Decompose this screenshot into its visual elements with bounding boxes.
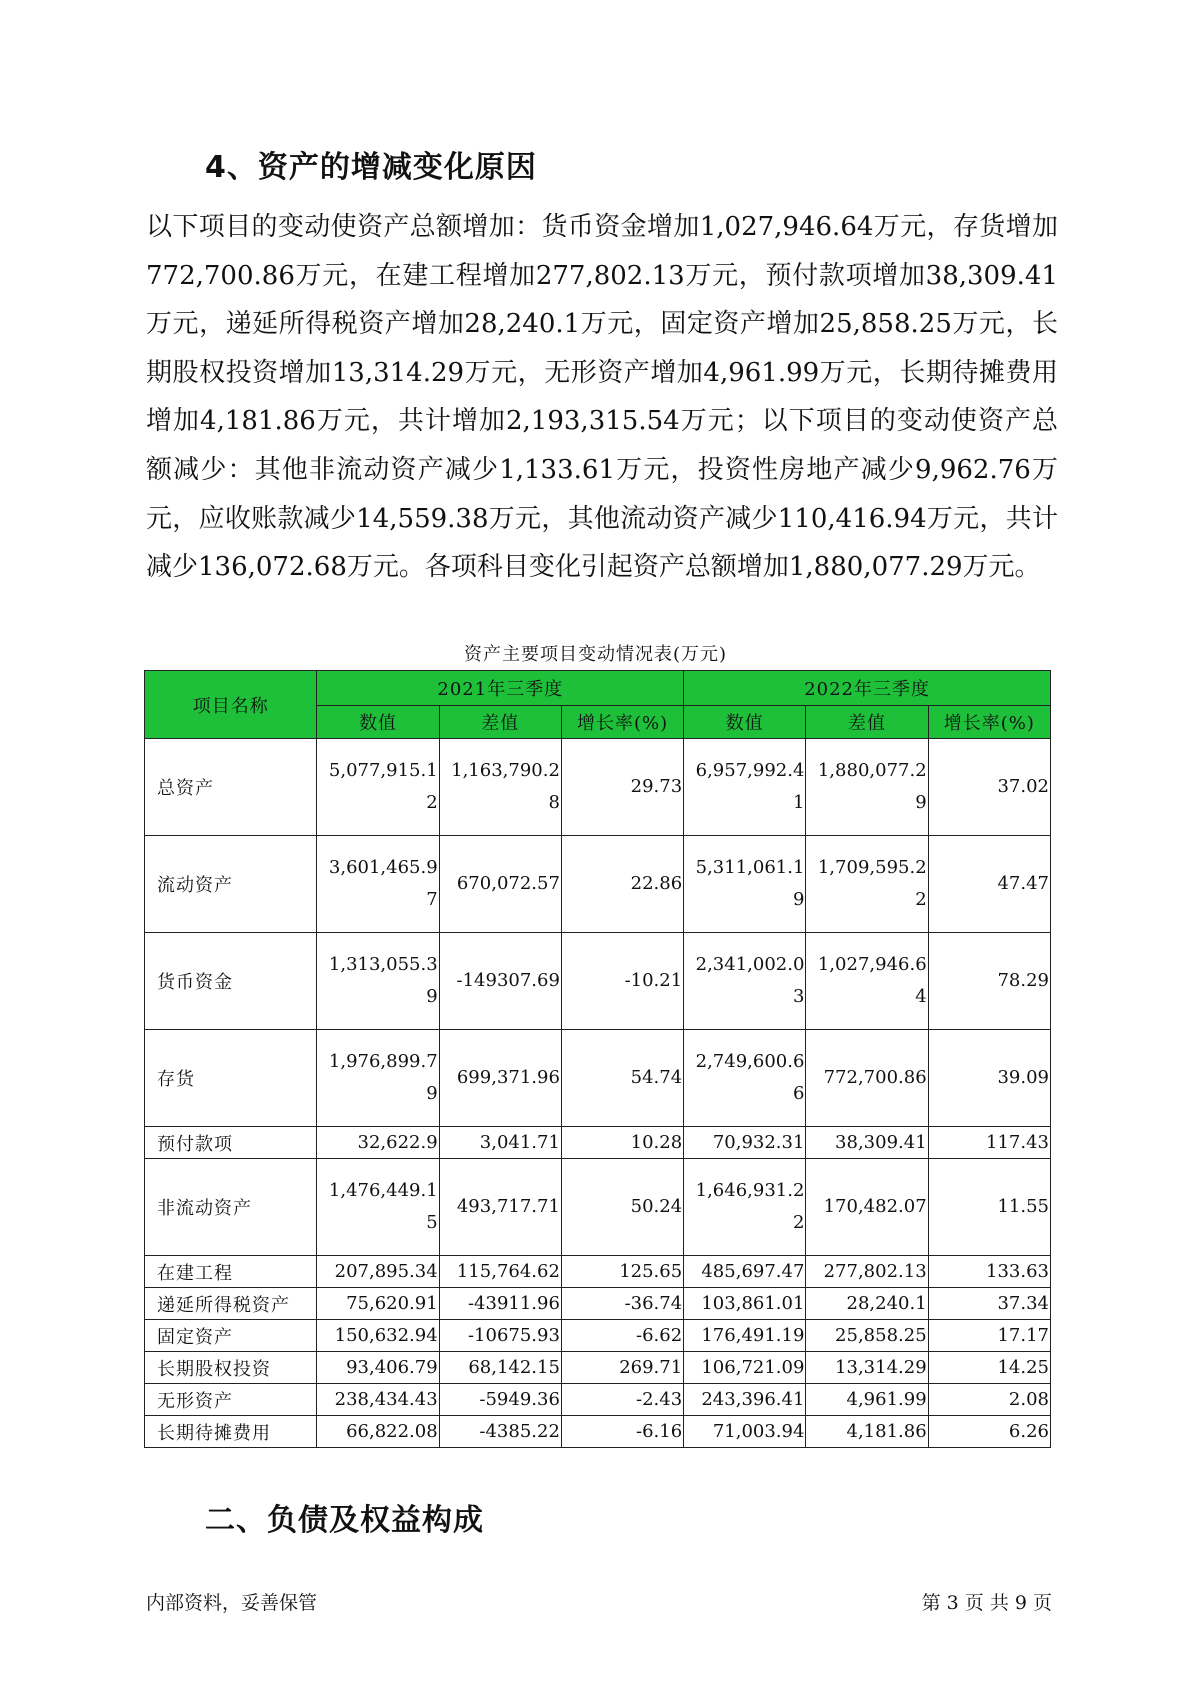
cell-value-2022: 176,491.19 bbox=[684, 1320, 806, 1352]
cell-rate-2021: -6.62 bbox=[561, 1320, 683, 1352]
cell-diff-2021: -4385.22 bbox=[439, 1416, 561, 1448]
cell-diff-2022 bbox=[806, 1159, 928, 1256]
cell-diff-2021: -43911.96 bbox=[439, 1288, 561, 1320]
cell-text: -149307.69 bbox=[456, 970, 560, 991]
cell-text: 1,476,449.15 bbox=[328, 1180, 438, 1233]
cell-value-2021: 150,632.94 bbox=[317, 1320, 439, 1352]
table-row bbox=[145, 739, 1051, 836]
body-paragraph: 以下项目的变动使资产总额增加：货币资金增加1,027,946.64万元，存货增加772,700.86万元，在建工程增加277,802.13万元，预付款项增加38,309.41万元，递延所得税资产增加28,240.1万元，固定资产增加25,858.25万元，长期股权投资增加13,314.29万元，无形资产增加4,961.99万元，长期待摊费用增加4,181.86万元，共计增加2,193,315.54万元；以下项目的变动使资产总额减少：其他非流动资产减少1,133.61万元，投资性房地产减少9,962.76万元，应收账款减少14,559.38万元，其他流动资产减少110,416.94万元，共计减少136,072.68万元。各项科目变化引起资产总额增加1,880,077.29万元。 bbox=[146, 212, 1058, 583]
cell-value-2022 bbox=[684, 1030, 806, 1127]
footer-confidential: 内部资料，妥善保管 bbox=[146, 1592, 318, 1614]
cell-rate-2022: 37.34 bbox=[928, 1288, 1050, 1320]
cell-value-2021: 32,622.9 bbox=[317, 1127, 439, 1159]
cell-value-2021: 207,895.34 bbox=[317, 1256, 439, 1288]
cell-diff-2022: 28,240.1 bbox=[806, 1288, 928, 1320]
cell-text: 1,313,055.39 bbox=[328, 954, 438, 1007]
table-row bbox=[145, 1352, 1051, 1384]
cell-text: 699,371.96 bbox=[456, 1067, 560, 1088]
cell-text: 11.55 bbox=[997, 1196, 1049, 1217]
cell-diff-2021: -10675.93 bbox=[439, 1320, 561, 1352]
cell-rate-2021 bbox=[561, 836, 683, 933]
cell-diff-2021: -5949.36 bbox=[439, 1384, 561, 1416]
cell-diff-2021: 3,041.71 bbox=[439, 1127, 561, 1159]
cell-item-name: 预付款项 bbox=[145, 1127, 317, 1159]
cell-text: 47.47 bbox=[997, 873, 1049, 894]
header-value-2022: 数值 bbox=[684, 706, 806, 739]
cell-rate-2021: 269.71 bbox=[561, 1352, 683, 1384]
cell-text: 772,700.86 bbox=[823, 1067, 927, 1088]
cell-value-2022: 103,861.01 bbox=[684, 1288, 806, 1320]
cell-text: 1,709,595.22 bbox=[817, 857, 927, 910]
header-item-name: 项目名称 bbox=[145, 671, 317, 739]
table-caption: 资产主要项目变动情况表(万元) bbox=[463, 644, 728, 665]
cell-value-2021 bbox=[317, 836, 439, 933]
cell-diff-2022: 13,314.29 bbox=[806, 1352, 928, 1384]
table-body bbox=[145, 739, 1051, 1448]
cell-text: 1,880,077.29 bbox=[817, 760, 927, 813]
cell-text: 670,072.57 bbox=[456, 873, 560, 894]
cell-text: 1,027,946.64 bbox=[817, 954, 927, 1007]
cell-text: 5,311,061.19 bbox=[695, 857, 805, 910]
cell-item-name: 固定资产 bbox=[145, 1320, 317, 1352]
cell-diff-2022: 4,961.99 bbox=[806, 1384, 928, 1416]
cell-diff-2022 bbox=[806, 836, 928, 933]
section-2-title: 二、负债及权益构成 bbox=[205, 1503, 484, 1538]
section-4-title: 4、资产的增减变化原因 bbox=[205, 150, 537, 185]
cell-rate-2021: -2.43 bbox=[561, 1384, 683, 1416]
cell-text: 493,717.71 bbox=[456, 1196, 560, 1217]
table-row bbox=[145, 1127, 1051, 1159]
cell-diff-2022: 277,802.13 bbox=[806, 1256, 928, 1288]
cell-rate-2022 bbox=[928, 739, 1050, 836]
cell-item-name: 总资产 bbox=[145, 739, 317, 836]
cell-rate-2021: -36.74 bbox=[561, 1288, 683, 1320]
cell-rate-2022: 117.43 bbox=[928, 1127, 1050, 1159]
table-row bbox=[145, 933, 1051, 1030]
cell-text: 39.09 bbox=[997, 1067, 1049, 1088]
table-row bbox=[145, 1320, 1051, 1352]
cell-value-2021 bbox=[317, 1030, 439, 1127]
cell-value-2021: 238,434.43 bbox=[317, 1384, 439, 1416]
cell-text: 1,976,899.79 bbox=[328, 1051, 438, 1104]
cell-diff-2021: 68,142.15 bbox=[439, 1352, 561, 1384]
cell-rate-2022: 6.26 bbox=[928, 1416, 1050, 1448]
cell-rate-2022 bbox=[928, 933, 1050, 1030]
cell-rate-2022 bbox=[928, 836, 1050, 933]
cell-value-2022: 106,721.09 bbox=[684, 1352, 806, 1384]
cell-item-name: 非流动资产 bbox=[145, 1159, 317, 1256]
asset-change-table bbox=[144, 670, 1051, 1448]
table-row bbox=[145, 1159, 1051, 1256]
cell-rate-2021: -6.16 bbox=[561, 1416, 683, 1448]
cell-diff-2022: 38,309.41 bbox=[806, 1127, 928, 1159]
cell-text: 3,601,465.97 bbox=[328, 857, 438, 910]
cell-text: 22.86 bbox=[630, 873, 683, 894]
cell-rate-2022: 133.63 bbox=[928, 1256, 1050, 1288]
cell-rate-2021 bbox=[561, 739, 683, 836]
cell-rate-2022: 14.25 bbox=[928, 1352, 1050, 1384]
cell-value-2021 bbox=[317, 933, 439, 1030]
table-row bbox=[145, 836, 1051, 933]
cell-rate-2022 bbox=[928, 1030, 1050, 1127]
cell-value-2022: 71,003.94 bbox=[684, 1416, 806, 1448]
cell-text: 170,482.07 bbox=[823, 1196, 927, 1217]
cell-rate-2021: 125.65 bbox=[561, 1256, 683, 1288]
cell-value-2022: 485,697.47 bbox=[684, 1256, 806, 1288]
cell-rate-2021 bbox=[561, 1159, 683, 1256]
cell-diff-2022: 25,858.25 bbox=[806, 1320, 928, 1352]
table-row bbox=[145, 1288, 1051, 1320]
header-diff-2022: 差值 bbox=[806, 706, 928, 739]
cell-text: 5,077,915.12 bbox=[328, 760, 438, 813]
cell-item-name: 在建工程 bbox=[145, 1256, 317, 1288]
cell-diff-2021 bbox=[439, 1159, 561, 1256]
cell-diff-2021 bbox=[439, 933, 561, 1030]
cell-text: 6,957,992.41 bbox=[695, 760, 805, 813]
cell-diff-2022 bbox=[806, 739, 928, 836]
header-diff-2021: 差值 bbox=[439, 706, 561, 739]
cell-rate-2021 bbox=[561, 933, 683, 1030]
cell-diff-2022: 4,181.86 bbox=[806, 1416, 928, 1448]
header-period-2021: 2021年三季度 bbox=[317, 671, 684, 706]
table-row bbox=[145, 1256, 1051, 1288]
cell-rate-2022: 17.17 bbox=[928, 1320, 1050, 1352]
cell-text: 1,646,931.22 bbox=[695, 1180, 805, 1233]
cell-diff-2021 bbox=[439, 836, 561, 933]
cell-value-2022 bbox=[684, 739, 806, 836]
cell-value-2022: 243,396.41 bbox=[684, 1384, 806, 1416]
cell-item-name: 无形资产 bbox=[145, 1384, 317, 1416]
cell-text: 50.24 bbox=[630, 1196, 683, 1217]
cell-value-2022 bbox=[684, 1159, 806, 1256]
cell-text: 54.74 bbox=[630, 1067, 683, 1088]
cell-item-name: 货币资金 bbox=[145, 933, 317, 1030]
cell-diff-2021: 115,764.62 bbox=[439, 1256, 561, 1288]
cell-value-2022 bbox=[684, 836, 806, 933]
cell-value-2021: 75,620.91 bbox=[317, 1288, 439, 1320]
cell-text: 1,163,790.28 bbox=[451, 760, 560, 813]
cell-diff-2021 bbox=[439, 1030, 561, 1127]
cell-text: 29.73 bbox=[630, 776, 683, 797]
cell-value-2021 bbox=[317, 1159, 439, 1256]
cell-text: 78.29 bbox=[997, 970, 1049, 991]
cell-value-2022 bbox=[684, 933, 806, 1030]
cell-rate-2022 bbox=[928, 1159, 1050, 1256]
cell-value-2021: 93,406.79 bbox=[317, 1352, 439, 1384]
cell-diff-2022 bbox=[806, 933, 928, 1030]
cell-value-2021: 66,822.08 bbox=[317, 1416, 439, 1448]
table-row bbox=[145, 1416, 1051, 1448]
cell-text: 2,341,002.03 bbox=[695, 954, 805, 1007]
cell-value-2022: 70,932.31 bbox=[684, 1127, 806, 1159]
cell-item-name: 长期待摊费用 bbox=[145, 1416, 317, 1448]
cell-text: 37.02 bbox=[997, 776, 1049, 797]
header-value-2021: 数值 bbox=[317, 706, 439, 739]
cell-item-name: 递延所得税资产 bbox=[145, 1288, 317, 1320]
footer-page-number: 第 3 页 共 9 页 bbox=[921, 1592, 1052, 1614]
cell-text: -10.21 bbox=[624, 970, 683, 991]
cell-diff-2021 bbox=[439, 739, 561, 836]
header-period-2022: 2022年三季度 bbox=[684, 671, 1051, 706]
cell-item-name: 流动资产 bbox=[145, 836, 317, 933]
cell-text: 2,749,600.66 bbox=[695, 1051, 805, 1104]
cell-rate-2022: 2.08 bbox=[928, 1384, 1050, 1416]
header-rate-2021: 增长率(%) bbox=[561, 706, 683, 739]
cell-value-2021 bbox=[317, 739, 439, 836]
cell-item-name: 长期股权投资 bbox=[145, 1352, 317, 1384]
cell-rate-2021 bbox=[561, 1030, 683, 1127]
table-row bbox=[145, 1030, 1051, 1127]
cell-item-name: 存货 bbox=[145, 1030, 317, 1127]
cell-rate-2021: 10.28 bbox=[561, 1127, 683, 1159]
cell-diff-2022 bbox=[806, 1030, 928, 1127]
header-rate-2022: 增长率(%) bbox=[928, 706, 1050, 739]
table-row bbox=[145, 1384, 1051, 1416]
